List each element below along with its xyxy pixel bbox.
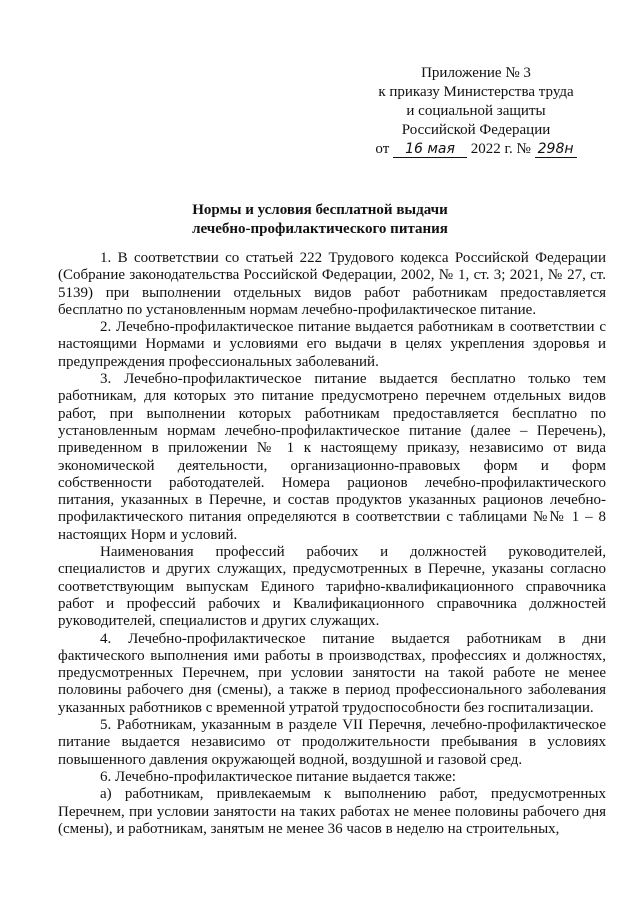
paragraph-5: 5. Работникам, указанным в разделе VII Перечня, лечебно-профилактическое питание выдается независимо от продолжительности пребывания в условиях повышенного давления окружающей водной, воздушной и газовой сред. <box>58 717 606 768</box>
appendix-country: Российской Федерации <box>401 122 551 138</box>
appendix-date-line <box>360 140 592 159</box>
date-year: 2022 г. № <box>470 141 531 157</box>
appendix-header <box>360 64 592 159</box>
title-line-2: лечебно-профилактического питания <box>192 221 448 237</box>
paragraph-3: 3. Лечебно-профилактическое питание выдается бесплатно только тем работникам, для которых это питание предусмотрено перечнем отдельных видов работ, при выполнении которых работникам предоставляется бесплатно по установленным нормам лечебно-профилактическое питание (далее – Перечень), приведенном в приложении № 1 к настоящему приказу, независимо от вида экономической деятельности, организационно-правовых форм и форм собственности работодателей. Номера рационов лечебно-профилактического питания, указанных в Перечне, и состав продуктов указанных рационов лечебно-профилактического питания определяются в соответствии с таблицами №№ 1 – 8 настоящих Норм и условий. <box>58 371 606 543</box>
appendix-order-ref: к приказу Министерства труда <box>378 84 574 100</box>
handwritten-order-number: 298н <box>535 141 577 158</box>
paragraph-6: 6. Лечебно-профилактическое питание выдается также: <box>100 768 456 785</box>
appendix-number: Приложение № 3 <box>421 65 531 81</box>
paragraph-2: 2. Лечебно-профилактическое питание выдается работникам в соответствии с настоящими Нормами и условиями его выдачи в целях укрепления здоровья и предупреждения профессиональных заболеваний. <box>58 319 606 370</box>
date-prefix: от <box>375 141 390 157</box>
paragraph-4: 4. Лечебно-профилактическое питание выдается работникам в дни фактического выполнения ими работы в производствах, профессиях и должностях, предусмотренных Перечнем, при условии занятости на такой работе не менее половины рабочего дня (смены), а также в период профессионального заболевания указанных работников с временной утратой трудоспособности без госпитализации. <box>58 630 606 716</box>
handwritten-date: 16 мая <box>393 141 467 158</box>
paragraph-1: 1. В соответствии со статьей 222 Трудового кодекса Российской Федерации (Собрание законодательства Российской Федерации, 2002, № 1, ст. 3; 2021, № 27, ст. 5139) при выполнении отдельных видов работ работникам предоставляется бесплатно по установленным нормам лечебно-профилактическое питание. <box>58 250 606 318</box>
paragraph-6a: а) работникам, привлекаемым к выполнению работ, предусмотренных Перечнем, при условии занятости на таких работах не менее половины рабочего дня (смены), и работникам, занятым не менее 36 часов в неделю на строительных, <box>58 786 606 837</box>
appendix-ministry: и социальной защиты <box>406 103 546 119</box>
paragraph-3-continued: Наименования профессий рабочих и должностей руководителей, специалистов и других служащих, предусмотренных в Перечне, указаны согласно соответствующим выпускам Единого тарифно-квалификационного справочника работ и профессий рабочих и Квалификационного справочника должностей руководителей, специалистов и других служащих. <box>58 544 606 630</box>
title-line-1: Нормы и условия бесплатной выдачи <box>192 202 448 218</box>
document-body <box>58 250 606 838</box>
document-title <box>40 201 600 239</box>
